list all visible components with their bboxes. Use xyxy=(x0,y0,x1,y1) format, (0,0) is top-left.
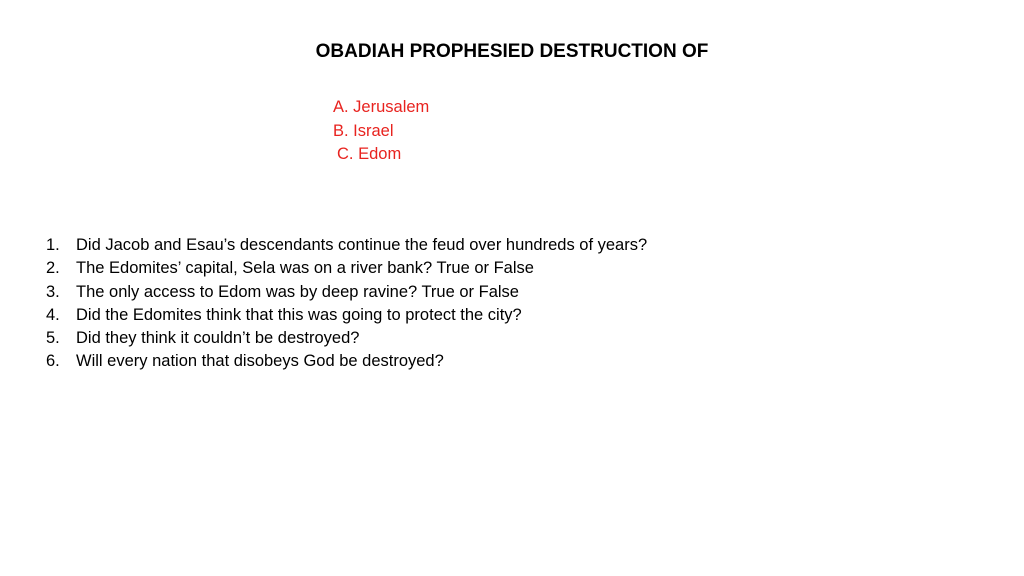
question-item xyxy=(46,257,647,280)
slide-title: OBADIAH PROPHESIED DESTRUCTION OF xyxy=(315,41,709,62)
answer-option-a: A. Jerusalem xyxy=(333,98,430,116)
questions-list xyxy=(46,234,647,374)
question-number: 3. xyxy=(46,282,60,301)
question-text: Did the Edomites think that this was going to protect the city? xyxy=(76,305,522,324)
question-number: 5. xyxy=(46,329,60,348)
question-number: 1. xyxy=(46,236,60,254)
question-number: 4. xyxy=(46,305,60,324)
answer-option-b: B. Israel xyxy=(333,121,394,140)
question-item xyxy=(46,304,647,327)
answer-options-list xyxy=(333,96,429,167)
question-item xyxy=(46,281,647,304)
answer-option-c: C. Edom xyxy=(337,145,402,163)
question-text: Did they think it couldn’t be destroyed? xyxy=(76,329,360,348)
question-text: The Edomites’ capital, Sela was on a river bank? True or False xyxy=(76,259,534,278)
question-number: 2. xyxy=(46,259,60,278)
question-number: 6. xyxy=(46,352,60,371)
question-item xyxy=(46,234,647,257)
question-item xyxy=(46,327,647,350)
question-item xyxy=(46,350,647,373)
question-text: The only access to Edom was by deep ravine? True or False xyxy=(76,282,519,301)
question-text: Will every nation that disobeys God be destroyed? xyxy=(76,352,444,371)
question-text: Did Jacob and Esau’s descendants continue the feud over hundreds of years? xyxy=(76,236,648,254)
